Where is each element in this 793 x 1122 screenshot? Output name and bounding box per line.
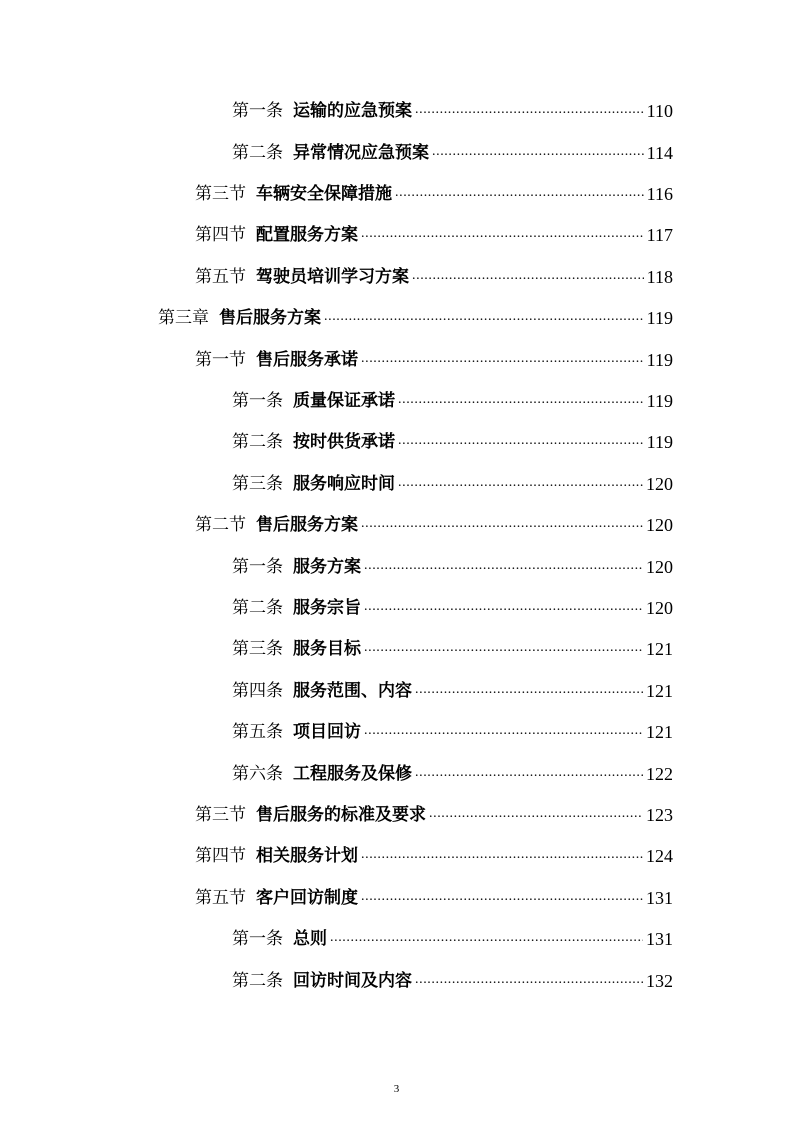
toc-entry-title: 运输的应急预案 [293, 101, 412, 121]
dot-leader [364, 638, 643, 660]
toc-entry-page: 118 [646, 267, 673, 287]
toc-entry-page: 117 [646, 225, 673, 245]
toc-entry-page: 121 [646, 681, 673, 701]
toc-entry[interactable] [195, 510, 673, 536]
toc-entry-title: 配置服务方案 [256, 225, 358, 245]
toc-entry-number: 第一条 [232, 101, 283, 121]
toc-entry-number: 第五节 [195, 888, 246, 908]
toc-entry-title: 售后服务承诺 [256, 350, 358, 370]
toc-entry[interactable] [232, 759, 673, 785]
toc-entry-page: 122 [646, 764, 673, 784]
dot-leader [395, 183, 644, 205]
toc-entry[interactable] [195, 883, 673, 909]
toc-entry[interactable] [195, 800, 673, 826]
toc-entry-page: 119 [646, 350, 673, 370]
dot-leader [412, 266, 644, 288]
toc-entry-page: 121 [646, 722, 673, 742]
toc-entry-title: 总则 [293, 929, 327, 949]
toc-entry-title: 驾驶员培训学习方案 [256, 267, 409, 287]
toc-entry-page: 120 [646, 515, 673, 535]
toc-entry-page: 123 [646, 805, 673, 825]
toc-entry[interactable] [158, 303, 673, 329]
toc-entry-number: 第二条 [232, 971, 283, 991]
toc-entry-number: 第四条 [232, 681, 283, 701]
toc-entry-title: 售后服务的标准及要求 [256, 805, 426, 825]
dot-leader [361, 349, 644, 371]
toc-entry-number: 第三条 [232, 474, 283, 494]
toc-entry-title: 客户回访制度 [256, 888, 358, 908]
toc-entry-number: 第四节 [195, 225, 246, 245]
toc-entry[interactable] [232, 676, 673, 702]
dot-leader [364, 721, 643, 743]
dot-leader [415, 763, 643, 785]
toc-entry-title: 异常情况应急预案 [293, 143, 429, 163]
toc-entry-page: 119 [646, 432, 673, 452]
dot-leader [415, 100, 644, 122]
toc-entry-number: 第五条 [232, 722, 283, 742]
toc-entry-number: 第二条 [232, 598, 283, 618]
toc-entry[interactable] [232, 924, 673, 950]
toc-entry-page: 114 [646, 143, 673, 163]
dot-leader [330, 928, 643, 950]
toc-entry[interactable] [232, 634, 673, 660]
toc-entry-number: 第二节 [195, 515, 246, 535]
toc-entry[interactable] [232, 386, 673, 412]
toc-entry-number: 第六条 [232, 764, 283, 784]
toc-entry-number: 第三章 [158, 308, 209, 328]
dot-leader [415, 970, 643, 992]
toc-entry[interactable] [195, 262, 673, 288]
toc-entry-number: 第三条 [232, 639, 283, 659]
toc-entry-number: 第五节 [195, 267, 246, 287]
toc-entry[interactable] [232, 138, 673, 164]
toc-entry-title: 项目回访 [293, 722, 361, 742]
toc-entry-page: 131 [646, 929, 673, 949]
toc-entry-page: 119 [646, 391, 673, 411]
toc-entry-title: 售后服务方案 [219, 308, 321, 328]
toc-entry-title: 服务范围、内容 [293, 681, 412, 701]
toc-entry[interactable] [232, 717, 673, 743]
dot-leader [415, 680, 643, 702]
toc-entry-number: 第一节 [195, 350, 246, 370]
toc-entry-page: 121 [646, 639, 673, 659]
toc-entry-title: 服务响应时间 [293, 474, 395, 494]
toc-entry[interactable] [195, 220, 673, 246]
dot-leader [361, 845, 643, 867]
toc-entry[interactable] [232, 593, 673, 619]
toc-entry-number: 第四节 [195, 846, 246, 866]
toc-entry[interactable] [195, 345, 673, 371]
toc-entry[interactable] [195, 841, 673, 867]
toc-entry-title: 售后服务方案 [256, 515, 358, 535]
page-number: 3 [393, 1083, 400, 1095]
dot-leader [364, 556, 643, 578]
dot-leader [398, 390, 644, 412]
toc-entry-page: 120 [646, 598, 673, 618]
dot-leader [432, 142, 644, 164]
toc-entry-title: 工程服务及保修 [293, 764, 412, 784]
toc-entry-number: 第二条 [232, 432, 283, 452]
toc-entry-title: 按时供货承诺 [293, 432, 395, 452]
toc-entry[interactable] [232, 552, 673, 578]
dot-leader [324, 307, 644, 329]
dot-leader [398, 431, 644, 453]
toc-entry-page: 120 [646, 557, 673, 577]
toc-entry-number: 第一条 [232, 391, 283, 411]
toc-entry[interactable] [232, 469, 673, 495]
toc-entry-title: 质量保证承诺 [293, 391, 395, 411]
toc-entry-page: 119 [646, 308, 673, 328]
toc-entry-number: 第一条 [232, 929, 283, 949]
toc-entry-title: 相关服务计划 [256, 846, 358, 866]
toc-entry[interactable] [232, 427, 673, 453]
dot-leader [361, 224, 644, 246]
toc-entry-title: 回访时间及内容 [293, 971, 412, 991]
dot-leader [361, 887, 643, 909]
toc-entry-title: 车辆安全保障措施 [256, 184, 392, 204]
toc-entry-page: 124 [646, 846, 673, 866]
toc-entry-number: 第三节 [195, 805, 246, 825]
toc-entry-title: 服务目标 [293, 639, 361, 659]
toc-entry[interactable] [195, 179, 673, 205]
toc-entry-page: 120 [646, 474, 673, 494]
toc-entry-page: 116 [646, 184, 673, 204]
toc-entry-page: 131 [646, 888, 673, 908]
toc-entry-title: 服务宗旨 [293, 598, 361, 618]
toc-entry[interactable] [232, 966, 673, 992]
dot-leader [364, 597, 643, 619]
toc-entry-title: 服务方案 [293, 557, 361, 577]
dot-leader [361, 514, 643, 536]
toc-entry-number: 第一条 [232, 557, 283, 577]
toc-entry-page: 110 [646, 101, 673, 121]
toc-entry-number: 第三节 [195, 184, 246, 204]
dot-leader [398, 473, 643, 495]
toc-entry-number: 第二条 [232, 143, 283, 163]
dot-leader [429, 804, 643, 826]
toc-entry-page: 132 [646, 971, 673, 991]
toc-entry[interactable] [232, 96, 673, 122]
